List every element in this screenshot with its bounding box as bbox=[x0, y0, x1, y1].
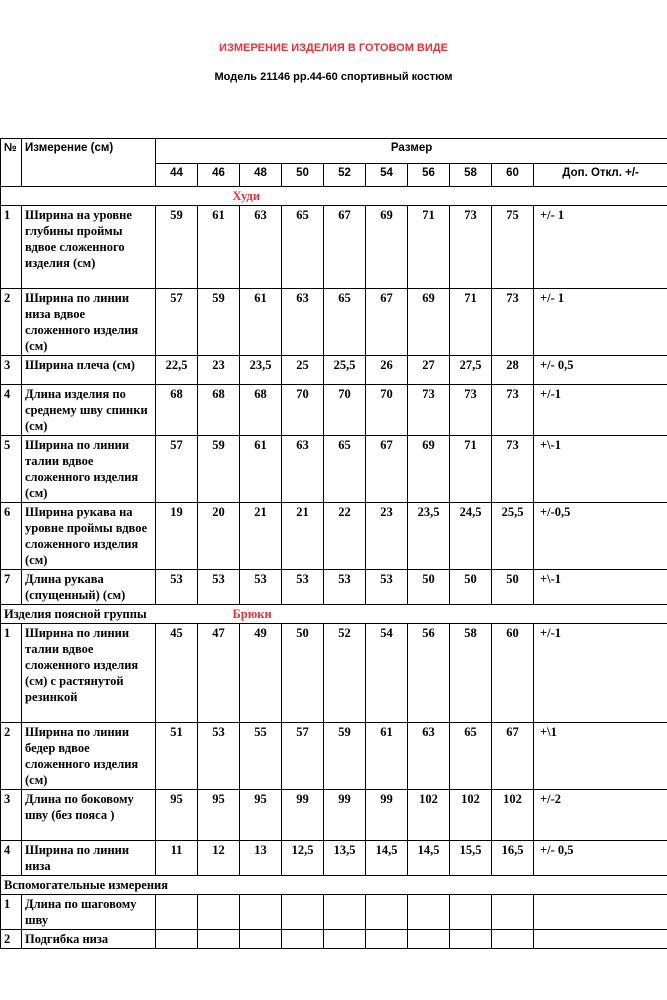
value-cell bbox=[240, 895, 282, 930]
section-title: Брюки bbox=[198, 605, 667, 624]
section-label: Вспомогательные измерения bbox=[1, 876, 198, 895]
value-cell: 95 bbox=[240, 790, 282, 841]
section-label: Изделия поясной группы bbox=[1, 605, 198, 624]
value-cell: 70 bbox=[282, 385, 324, 436]
table-row bbox=[1, 790, 667, 841]
value-cell: 73 bbox=[408, 385, 450, 436]
value-cell bbox=[492, 895, 534, 930]
value-cell: 27 bbox=[408, 356, 450, 385]
value-cell: 59 bbox=[324, 723, 366, 790]
value-cell: 53 bbox=[282, 570, 324, 605]
value-cell: 61 bbox=[198, 206, 240, 289]
value-cell: 23,5 bbox=[240, 356, 282, 385]
value-cell bbox=[282, 930, 324, 949]
row-number: 2 bbox=[1, 289, 22, 356]
value-cell: 11 bbox=[156, 841, 198, 876]
value-cell: 25,5 bbox=[492, 503, 534, 570]
row-number: 4 bbox=[1, 385, 22, 436]
value-cell: 14,5 bbox=[366, 841, 408, 876]
value-cell: 73 bbox=[450, 206, 492, 289]
tolerance-cell: +/- 0,5 bbox=[534, 356, 667, 385]
table-row bbox=[1, 570, 667, 605]
table-row bbox=[1, 289, 667, 356]
value-cell bbox=[366, 930, 408, 949]
value-cell: 20 bbox=[198, 503, 240, 570]
value-cell bbox=[366, 895, 408, 930]
section-row bbox=[1, 187, 667, 206]
value-cell: 68 bbox=[240, 385, 282, 436]
value-cell: 70 bbox=[366, 385, 408, 436]
size-header-54: 54 bbox=[366, 164, 408, 187]
table-row bbox=[1, 930, 667, 949]
tolerance-cell: +/-1 bbox=[534, 624, 667, 723]
value-cell: 69 bbox=[408, 289, 450, 356]
size-header-44: 44 bbox=[156, 164, 198, 187]
value-cell bbox=[324, 895, 366, 930]
value-cell: 19 bbox=[156, 503, 198, 570]
value-cell: 22,5 bbox=[156, 356, 198, 385]
value-cell: 16,5 bbox=[492, 841, 534, 876]
value-cell: 102 bbox=[408, 790, 450, 841]
row-number: 1 bbox=[1, 895, 22, 930]
value-cell: 55 bbox=[240, 723, 282, 790]
value-cell: 95 bbox=[198, 790, 240, 841]
value-cell: 50 bbox=[492, 570, 534, 605]
table-row bbox=[1, 841, 667, 876]
value-cell: 73 bbox=[450, 385, 492, 436]
value-cell: 61 bbox=[366, 723, 408, 790]
value-cell: 21 bbox=[240, 503, 282, 570]
value-cell bbox=[408, 895, 450, 930]
size-header-56: 56 bbox=[408, 164, 450, 187]
row-number: 3 bbox=[1, 356, 22, 385]
value-cell: 63 bbox=[282, 289, 324, 356]
value-cell: 67 bbox=[492, 723, 534, 790]
row-number: 5 bbox=[1, 436, 22, 503]
value-cell: 57 bbox=[156, 436, 198, 503]
value-cell bbox=[282, 895, 324, 930]
value-cell bbox=[450, 930, 492, 949]
size-header-48: 48 bbox=[240, 164, 282, 187]
value-cell: 14,5 bbox=[408, 841, 450, 876]
tolerance-cell: +\-1 bbox=[534, 570, 667, 605]
measure-label: Подгибка низа bbox=[22, 930, 156, 949]
size-header-52: 52 bbox=[324, 164, 366, 187]
value-cell: 50 bbox=[282, 624, 324, 723]
measure-label: Длина по боковому шву (без пояса ) bbox=[22, 790, 156, 841]
table-row bbox=[1, 624, 667, 723]
value-cell bbox=[240, 930, 282, 949]
value-cell: 65 bbox=[282, 206, 324, 289]
table-row bbox=[1, 503, 667, 570]
row-number: 2 bbox=[1, 723, 22, 790]
row-number: 6 bbox=[1, 503, 22, 570]
value-cell: 57 bbox=[156, 289, 198, 356]
table-row bbox=[1, 385, 667, 436]
value-cell: 73 bbox=[492, 289, 534, 356]
value-cell: 25,5 bbox=[324, 356, 366, 385]
value-cell: 45 bbox=[156, 624, 198, 723]
tolerance-cell: +/-2 bbox=[534, 790, 667, 841]
tolerance-cell bbox=[534, 930, 667, 949]
size-header-46: 46 bbox=[198, 164, 240, 187]
value-cell: 53 bbox=[156, 570, 198, 605]
value-cell: 23 bbox=[198, 356, 240, 385]
value-cell bbox=[198, 895, 240, 930]
value-cell: 71 bbox=[408, 206, 450, 289]
value-cell: 61 bbox=[240, 289, 282, 356]
value-cell: 53 bbox=[240, 570, 282, 605]
value-cell: 51 bbox=[156, 723, 198, 790]
section-title: Худи bbox=[198, 187, 667, 206]
value-cell: 67 bbox=[366, 436, 408, 503]
tolerance-cell bbox=[534, 895, 667, 930]
value-cell: 75 bbox=[492, 206, 534, 289]
value-cell: 63 bbox=[282, 436, 324, 503]
measure-label: Ширина рукава на уровне проймы вдвое сложенного изделия (см) bbox=[22, 503, 156, 570]
value-cell: 60 bbox=[492, 624, 534, 723]
header-no: № bbox=[1, 139, 22, 187]
tolerance-cell: +\1 bbox=[534, 723, 667, 790]
value-cell: 15,5 bbox=[450, 841, 492, 876]
value-cell: 56 bbox=[408, 624, 450, 723]
value-cell: 59 bbox=[156, 206, 198, 289]
value-cell: 59 bbox=[198, 289, 240, 356]
measure-label: Ширина плеча (см) bbox=[22, 356, 156, 385]
value-cell: 99 bbox=[324, 790, 366, 841]
value-cell: 26 bbox=[366, 356, 408, 385]
row-number: 2 bbox=[1, 930, 22, 949]
value-cell: 53 bbox=[198, 570, 240, 605]
value-cell: 99 bbox=[282, 790, 324, 841]
page-title: ИЗМЕРЕНИЕ ИЗДЕЛИЯ В ГОТОВОМ ВИДЕ bbox=[219, 42, 448, 54]
measure-label: Ширина по линии талии вдвое сложенного изделия (см) с растянутой резинкой bbox=[22, 624, 156, 723]
measure-label: Ширина по линии талии вдвое сложенного изделия (см) bbox=[22, 436, 156, 503]
measurement-table bbox=[0, 138, 667, 949]
value-cell: 53 bbox=[198, 723, 240, 790]
value-cell: 67 bbox=[324, 206, 366, 289]
measure-label: Ширина по линии низа bbox=[22, 841, 156, 876]
value-cell: 71 bbox=[450, 289, 492, 356]
value-cell: 65 bbox=[450, 723, 492, 790]
tolerance-cell: +\-1 bbox=[534, 436, 667, 503]
section-row bbox=[1, 876, 667, 895]
size-header-60: 60 bbox=[492, 164, 534, 187]
value-cell: 13 bbox=[240, 841, 282, 876]
tolerance-cell: +/- 0,5 bbox=[534, 841, 667, 876]
value-cell: 53 bbox=[366, 570, 408, 605]
value-cell: 99 bbox=[366, 790, 408, 841]
value-cell: 53 bbox=[324, 570, 366, 605]
tolerance-cell: +/-1 bbox=[534, 385, 667, 436]
size-header-58: 58 bbox=[450, 164, 492, 187]
value-cell: 12 bbox=[198, 841, 240, 876]
value-cell: 70 bbox=[324, 385, 366, 436]
measure-label: Ширина на уровне глубины проймы вдвое сложенного изделия (см) bbox=[22, 206, 156, 289]
value-cell: 54 bbox=[366, 624, 408, 723]
value-cell bbox=[156, 895, 198, 930]
value-cell: 65 bbox=[324, 289, 366, 356]
section-label bbox=[1, 187, 198, 206]
value-cell: 63 bbox=[408, 723, 450, 790]
value-cell: 25 bbox=[282, 356, 324, 385]
value-cell: 23 bbox=[366, 503, 408, 570]
row-number: 1 bbox=[1, 206, 22, 289]
section-title bbox=[198, 876, 667, 895]
section-row bbox=[1, 605, 667, 624]
value-cell bbox=[408, 930, 450, 949]
value-cell: 68 bbox=[198, 385, 240, 436]
row-number: 7 bbox=[1, 570, 22, 605]
value-cell bbox=[198, 930, 240, 949]
measure-label: Ширина по линии бедер вдвое сложенного изделия (см) bbox=[22, 723, 156, 790]
value-cell: 50 bbox=[408, 570, 450, 605]
size-header-50: 50 bbox=[282, 164, 324, 187]
row-number: 1 bbox=[1, 624, 22, 723]
value-cell: 23,5 bbox=[408, 503, 450, 570]
header-measure: Измерение (см) bbox=[22, 139, 156, 187]
tolerance-cell: +/- 1 bbox=[534, 206, 667, 289]
tolerance-cell: +/-0,5 bbox=[534, 503, 667, 570]
value-cell: 73 bbox=[492, 385, 534, 436]
measure-label: Ширина по линии низа вдвое сложенного изделия (см) bbox=[22, 289, 156, 356]
value-cell: 95 bbox=[156, 790, 198, 841]
value-cell: 57 bbox=[282, 723, 324, 790]
value-cell: 73 bbox=[492, 436, 534, 503]
tolerance-cell: +/- 1 bbox=[534, 289, 667, 356]
value-cell: 28 bbox=[492, 356, 534, 385]
value-cell: 65 bbox=[324, 436, 366, 503]
value-cell: 12,5 bbox=[282, 841, 324, 876]
table-row bbox=[1, 895, 667, 930]
value-cell: 102 bbox=[450, 790, 492, 841]
value-cell: 69 bbox=[408, 436, 450, 503]
table-row bbox=[1, 436, 667, 503]
value-cell: 61 bbox=[240, 436, 282, 503]
value-cell: 22 bbox=[324, 503, 366, 570]
table-row bbox=[1, 206, 667, 289]
value-cell: 63 bbox=[240, 206, 282, 289]
value-cell: 102 bbox=[492, 790, 534, 841]
header-row bbox=[1, 139, 667, 164]
value-cell: 59 bbox=[198, 436, 240, 503]
value-cell: 69 bbox=[366, 206, 408, 289]
row-number: 4 bbox=[1, 841, 22, 876]
value-cell: 52 bbox=[324, 624, 366, 723]
value-cell: 47 bbox=[198, 624, 240, 723]
value-cell: 49 bbox=[240, 624, 282, 723]
value-cell: 68 bbox=[156, 385, 198, 436]
measure-label: Длина изделия по среднему шву спинки (см) bbox=[22, 385, 156, 436]
value-cell bbox=[324, 930, 366, 949]
measure-label: Длина по шаговому шву bbox=[22, 895, 156, 930]
page-subtitle: Модель 21146 рр.44-60 спортивный костюм bbox=[214, 71, 453, 83]
value-cell bbox=[492, 930, 534, 949]
value-cell: 27,5 bbox=[450, 356, 492, 385]
value-cell: 71 bbox=[450, 436, 492, 503]
table-row bbox=[1, 356, 667, 385]
header-size: Размер bbox=[156, 139, 667, 164]
value-cell: 67 bbox=[366, 289, 408, 356]
value-cell: 50 bbox=[450, 570, 492, 605]
value-cell: 13,5 bbox=[324, 841, 366, 876]
value-cell: 21 bbox=[282, 503, 324, 570]
value-cell bbox=[156, 930, 198, 949]
row-number: 3 bbox=[1, 790, 22, 841]
value-cell: 58 bbox=[450, 624, 492, 723]
tolerance-header: Доп. Откл. +/- bbox=[534, 164, 667, 187]
value-cell bbox=[450, 895, 492, 930]
measure-label: Длина рукава (спущенный) (см) bbox=[22, 570, 156, 605]
table-row bbox=[1, 723, 667, 790]
value-cell: 24,5 bbox=[450, 503, 492, 570]
